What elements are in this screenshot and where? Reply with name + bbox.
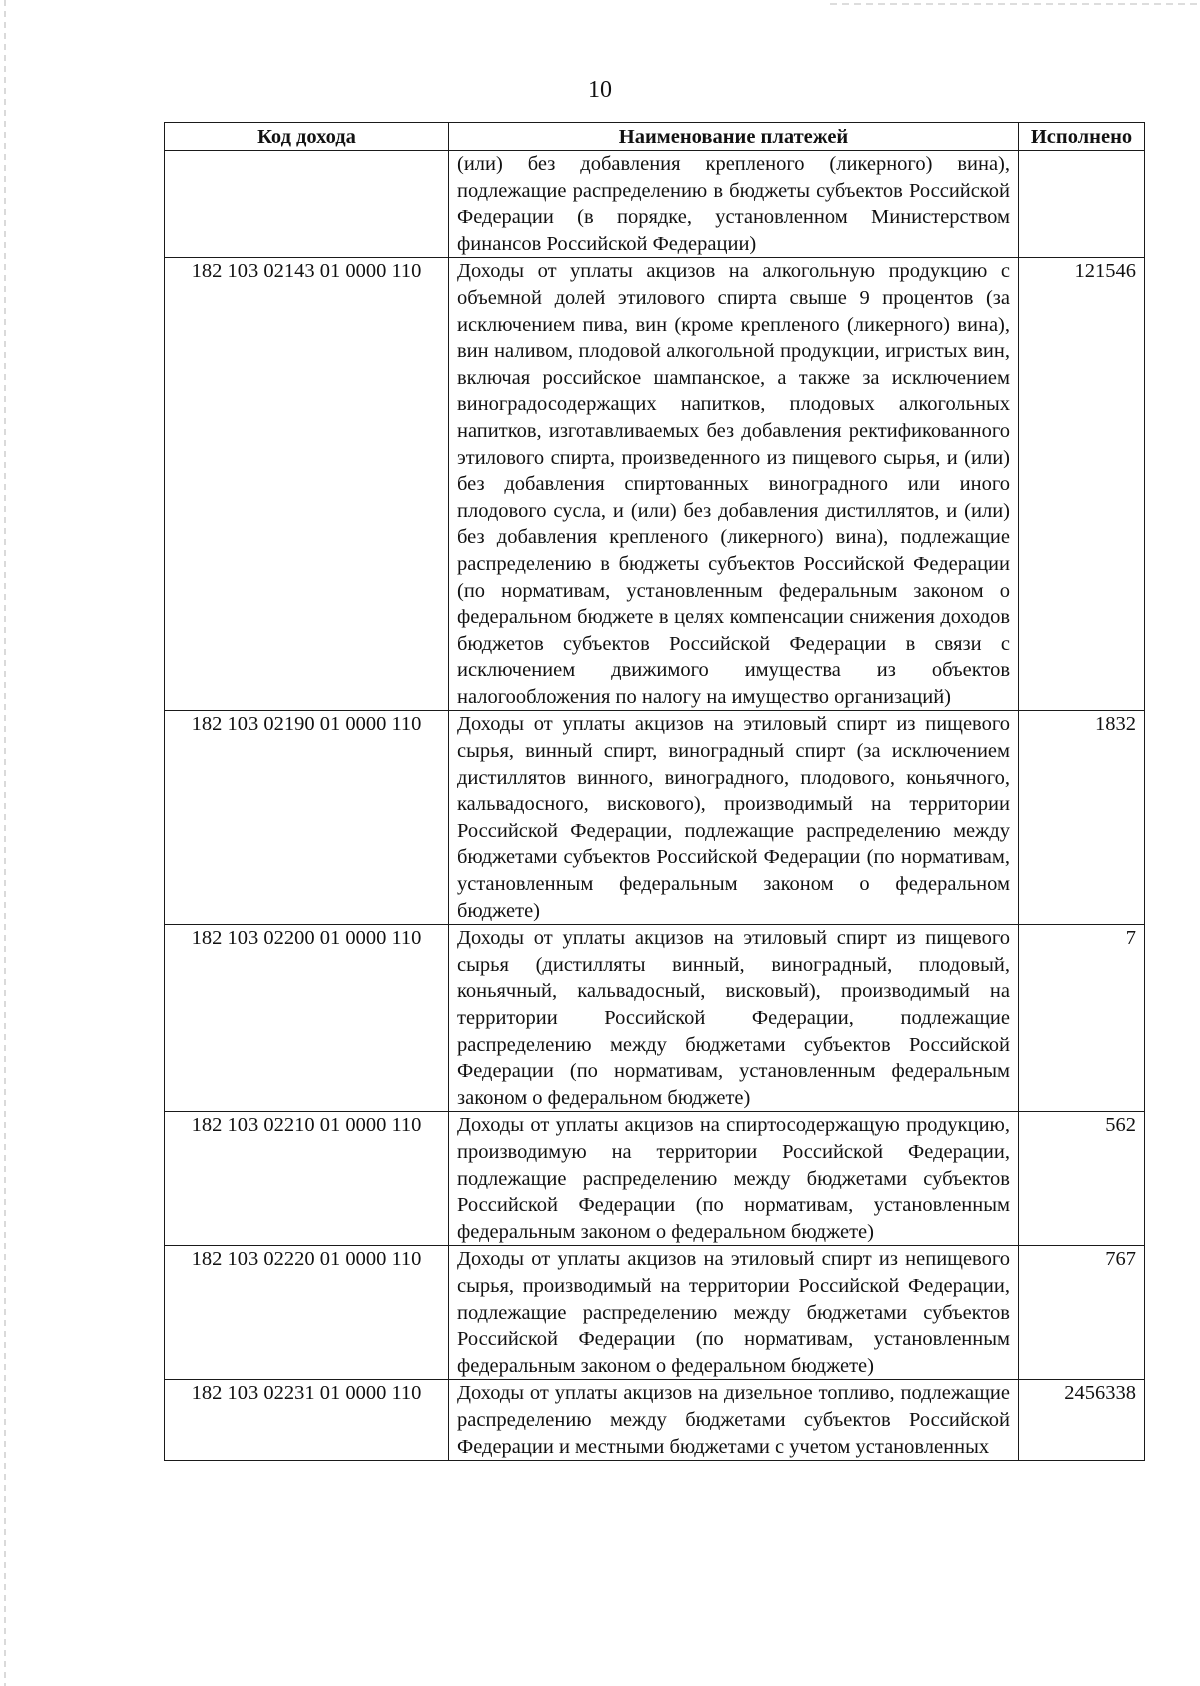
revenue-code: 182 103 02200 01 0000 110 (165, 925, 449, 1112)
payment-name: (или) без добавления крепленого (ликерного) вина), подлежащие распределению в бюджеты субъектов Российской Федерации (в порядке, установленном Министерством финансов Российской Федерации) (449, 151, 1019, 258)
header-code: Код дохода (165, 123, 449, 151)
table-row (165, 1380, 1145, 1461)
table-row (165, 151, 1145, 258)
executed-amount: 7 (1019, 925, 1145, 1112)
executed-amount: 767 (1019, 1246, 1145, 1380)
revenue-code (165, 151, 449, 258)
revenue-code: 182 103 02143 01 0000 110 (165, 258, 449, 711)
table-row (165, 711, 1145, 925)
payment-name: Доходы от уплаты акцизов на алкогольную продукцию с объемной долей этилового спирта свыше 9 процентов (за исключением пива, вин (кроме крепленого (ликерного) вина), вин наливом, плодовой алкогольной продукции, игристых вин, включая российское шампанское, а также за исключением виноградосодержащих напитков, плодовых алкогольных напитков, изготавливаемых без добавления ректификованного этилового спирта, произведенного из пищевого сырья, и (или) без добавления спиртованных виноградного или иного плодового сусла, и (или) без добавления дистиллятов, и (или) без добавления крепленого (ликерного) вина), подлежащие распределению в бюджеты субъектов Российской Федерации (по нормативам, установленным федеральным законом о федеральном бюджете в целях компенсации снижения доходов бюджетов субъектов Российской Федерации в связи с исключением движимого имущества из объектов налогообложения по налогу на имущество организаций) (449, 258, 1019, 711)
table-row (165, 258, 1145, 711)
table-row (165, 1246, 1145, 1380)
payment-name: Доходы от уплаты акцизов на дизельное топливо, подлежащие распределению между бюджетами субъектов Российской Федерации и местными бюджетами с учетом установленных (449, 1380, 1019, 1461)
table-header-row (165, 123, 1145, 151)
payment-name: Доходы от уплаты акцизов на этиловый спирт из пищевого сырья, винный спирт, виноградный спирт (за исключением дистиллятов винного, виноградного, плодового, коньячного, кальвадосного, вискового), производимый на территории Российской Федерации, подлежащие распределению между бюджетами субъектов Российской Федерации (по нормативам, установленным федеральным законом о федеральном бюджете) (449, 711, 1019, 925)
scan-top-mark (830, 3, 1200, 5)
scan-edge-mark (4, 0, 6, 1686)
payment-name: Доходы от уплаты акцизов на спиртосодержащую продукцию, производимую на территории Российской Федерации, подлежащие распределению между бюджетами субъектов Российской Федерации (по нормативам, установленным федеральным законом о федеральном бюджете) (449, 1112, 1019, 1246)
revenue-table (164, 122, 1145, 1461)
executed-amount: 1832 (1019, 711, 1145, 925)
revenue-code: 182 103 02190 01 0000 110 (165, 711, 449, 925)
executed-amount (1019, 151, 1145, 258)
table-row (165, 925, 1145, 1112)
executed-amount: 121546 (1019, 258, 1145, 711)
payment-name: Доходы от уплаты акцизов на этиловый спирт из непищевого сырья, производимый на территории Российской Федерации, подлежащие распределению между бюджетами субъектов Российской Федерации (по нормативам, установленным федеральным законом о федеральном бюджете) (449, 1246, 1019, 1380)
payment-name: Доходы от уплаты акцизов на этиловый спирт из пищевого сырья (дистилляты винный, виноградный, плодовый, коньячный, кальвадосный, висковый), производимый на территории Российской Федерации, подлежащие распределению между бюджетами субъектов Российской Федерации (по нормативам, установленным федеральным законом о федеральном бюджете) (449, 925, 1019, 1112)
header-amount: Исполнено (1019, 123, 1145, 151)
executed-amount: 2456338 (1019, 1380, 1145, 1461)
table-row (165, 1112, 1145, 1246)
header-name: Наименование платежей (449, 123, 1019, 151)
revenue-code: 182 103 02220 01 0000 110 (165, 1246, 449, 1380)
page-number: 10 (588, 77, 612, 103)
revenue-code: 182 103 02231 01 0000 110 (165, 1380, 449, 1461)
executed-amount: 562 (1019, 1112, 1145, 1246)
revenue-code: 182 103 02210 01 0000 110 (165, 1112, 449, 1246)
